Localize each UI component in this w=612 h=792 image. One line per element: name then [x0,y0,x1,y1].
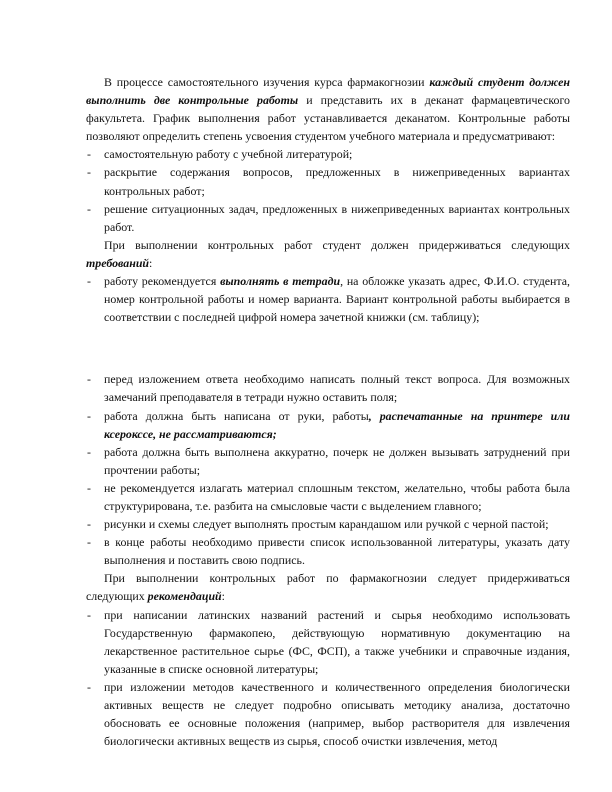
req-text: При выполнении контрольных работ студент должен придерживаться следующих [104,237,570,252]
list-item: - работа должна быть выполнена аккуратно, почерк не должен вызывать затруднений при прочтении работы; [86,443,570,479]
document-body [86,73,570,750]
list-rules-2 [86,370,570,569]
list-rules-1 [86,272,570,326]
list-item: - не рекомендуется излагать материал сплошным текстом, желательно, чтобы работа была структурирована, т.е. разбита на смысловые части с выделением главного; [86,479,570,515]
list-recommendations [86,606,570,751]
list-item: - самостоятельную работу с учебной литературой; [86,145,570,163]
requirements-paragraph [86,236,570,272]
intro-text-2: и представить их в деканат фармацевтического факультета. График выполнения работ устанавливается деканатом. Контрольные работы позволяют определить степень усвоения студентом учебного материала и предусматривают: [86,93,570,144]
rec-text: При выполнении контрольных работ по фармакогнозии следует придерживаться следующих [86,571,570,604]
notebook-text-2: , на обложке указать адрес, Ф.И.О. студента, номер контрольной работы и номер варианта. Вариант контрольной работы выбирается в соответствии с последней цифрой номера зачетной книжки (см. таблицу); [104,274,570,325]
list-item: - рисунки и схемы следует выполнять простым карандашом или ручкой с черной пастой; [86,515,570,533]
notebook-text: работу рекомендуется [104,274,217,289]
list-requirements-content [86,145,570,235]
list-item: - в конце работы необходимо привести список использованной литературы, указать дату выполнения и поставить свою подпись. [86,533,570,569]
notebook-emphasis: выполнять в тетради [220,274,341,289]
req-colon: : [149,255,153,270]
list-item: - раскрытие содержания вопросов, предложенных в нижеприведенных вариантах контрольных работ; [86,163,570,199]
handwritten-emphasis: , распечатанные на принтере или ксерокссе, не рассматриваются; [104,408,570,441]
list-item: - при изложении методов качественного и количественного определения биологически активных веществ не следует подробно описывать методику анализа, достаточно обосновать ее основные положения (например, выбор растворителя для извлечения биологически активных веществ из сырья, способ очистки извлечения, метод [86,678,570,750]
list-item: - при написании латинских названий растений и сырья необходимо использовать Государственную фармакопею, действующую нормативную документацию на лекарственное растительное сырье (ФС, ФСП), а также учебники и справочные издания, указанные в списке основной литературы; [86,606,570,678]
handwritten-text: работа должна быть написана от руки, работы [104,408,369,423]
list-item [86,272,570,326]
req-emphasis: требований [86,255,150,270]
intro-emphasis: каждый студент должен выполнить две контрольные работы [86,75,570,108]
list-item: - перед изложением ответа необходимо написать полный текст вопроса. Для возможных замечаний преподавателя в тетради нужно оставить поля; [86,370,570,406]
recommendations-paragraph [86,569,570,605]
intro-text: В процессе самостоятельного изучения курса фармакогнозии [104,75,425,89]
rec-colon: : [221,589,225,604]
list-item: - решение ситуационных задач, предложенных в нижеприведенных вариантах контрольных работ. [86,200,570,236]
table-gap [86,326,570,370]
list-item [86,407,570,443]
rec-emphasis: рекомендаций [147,589,222,604]
intro-paragraph [86,73,570,145]
